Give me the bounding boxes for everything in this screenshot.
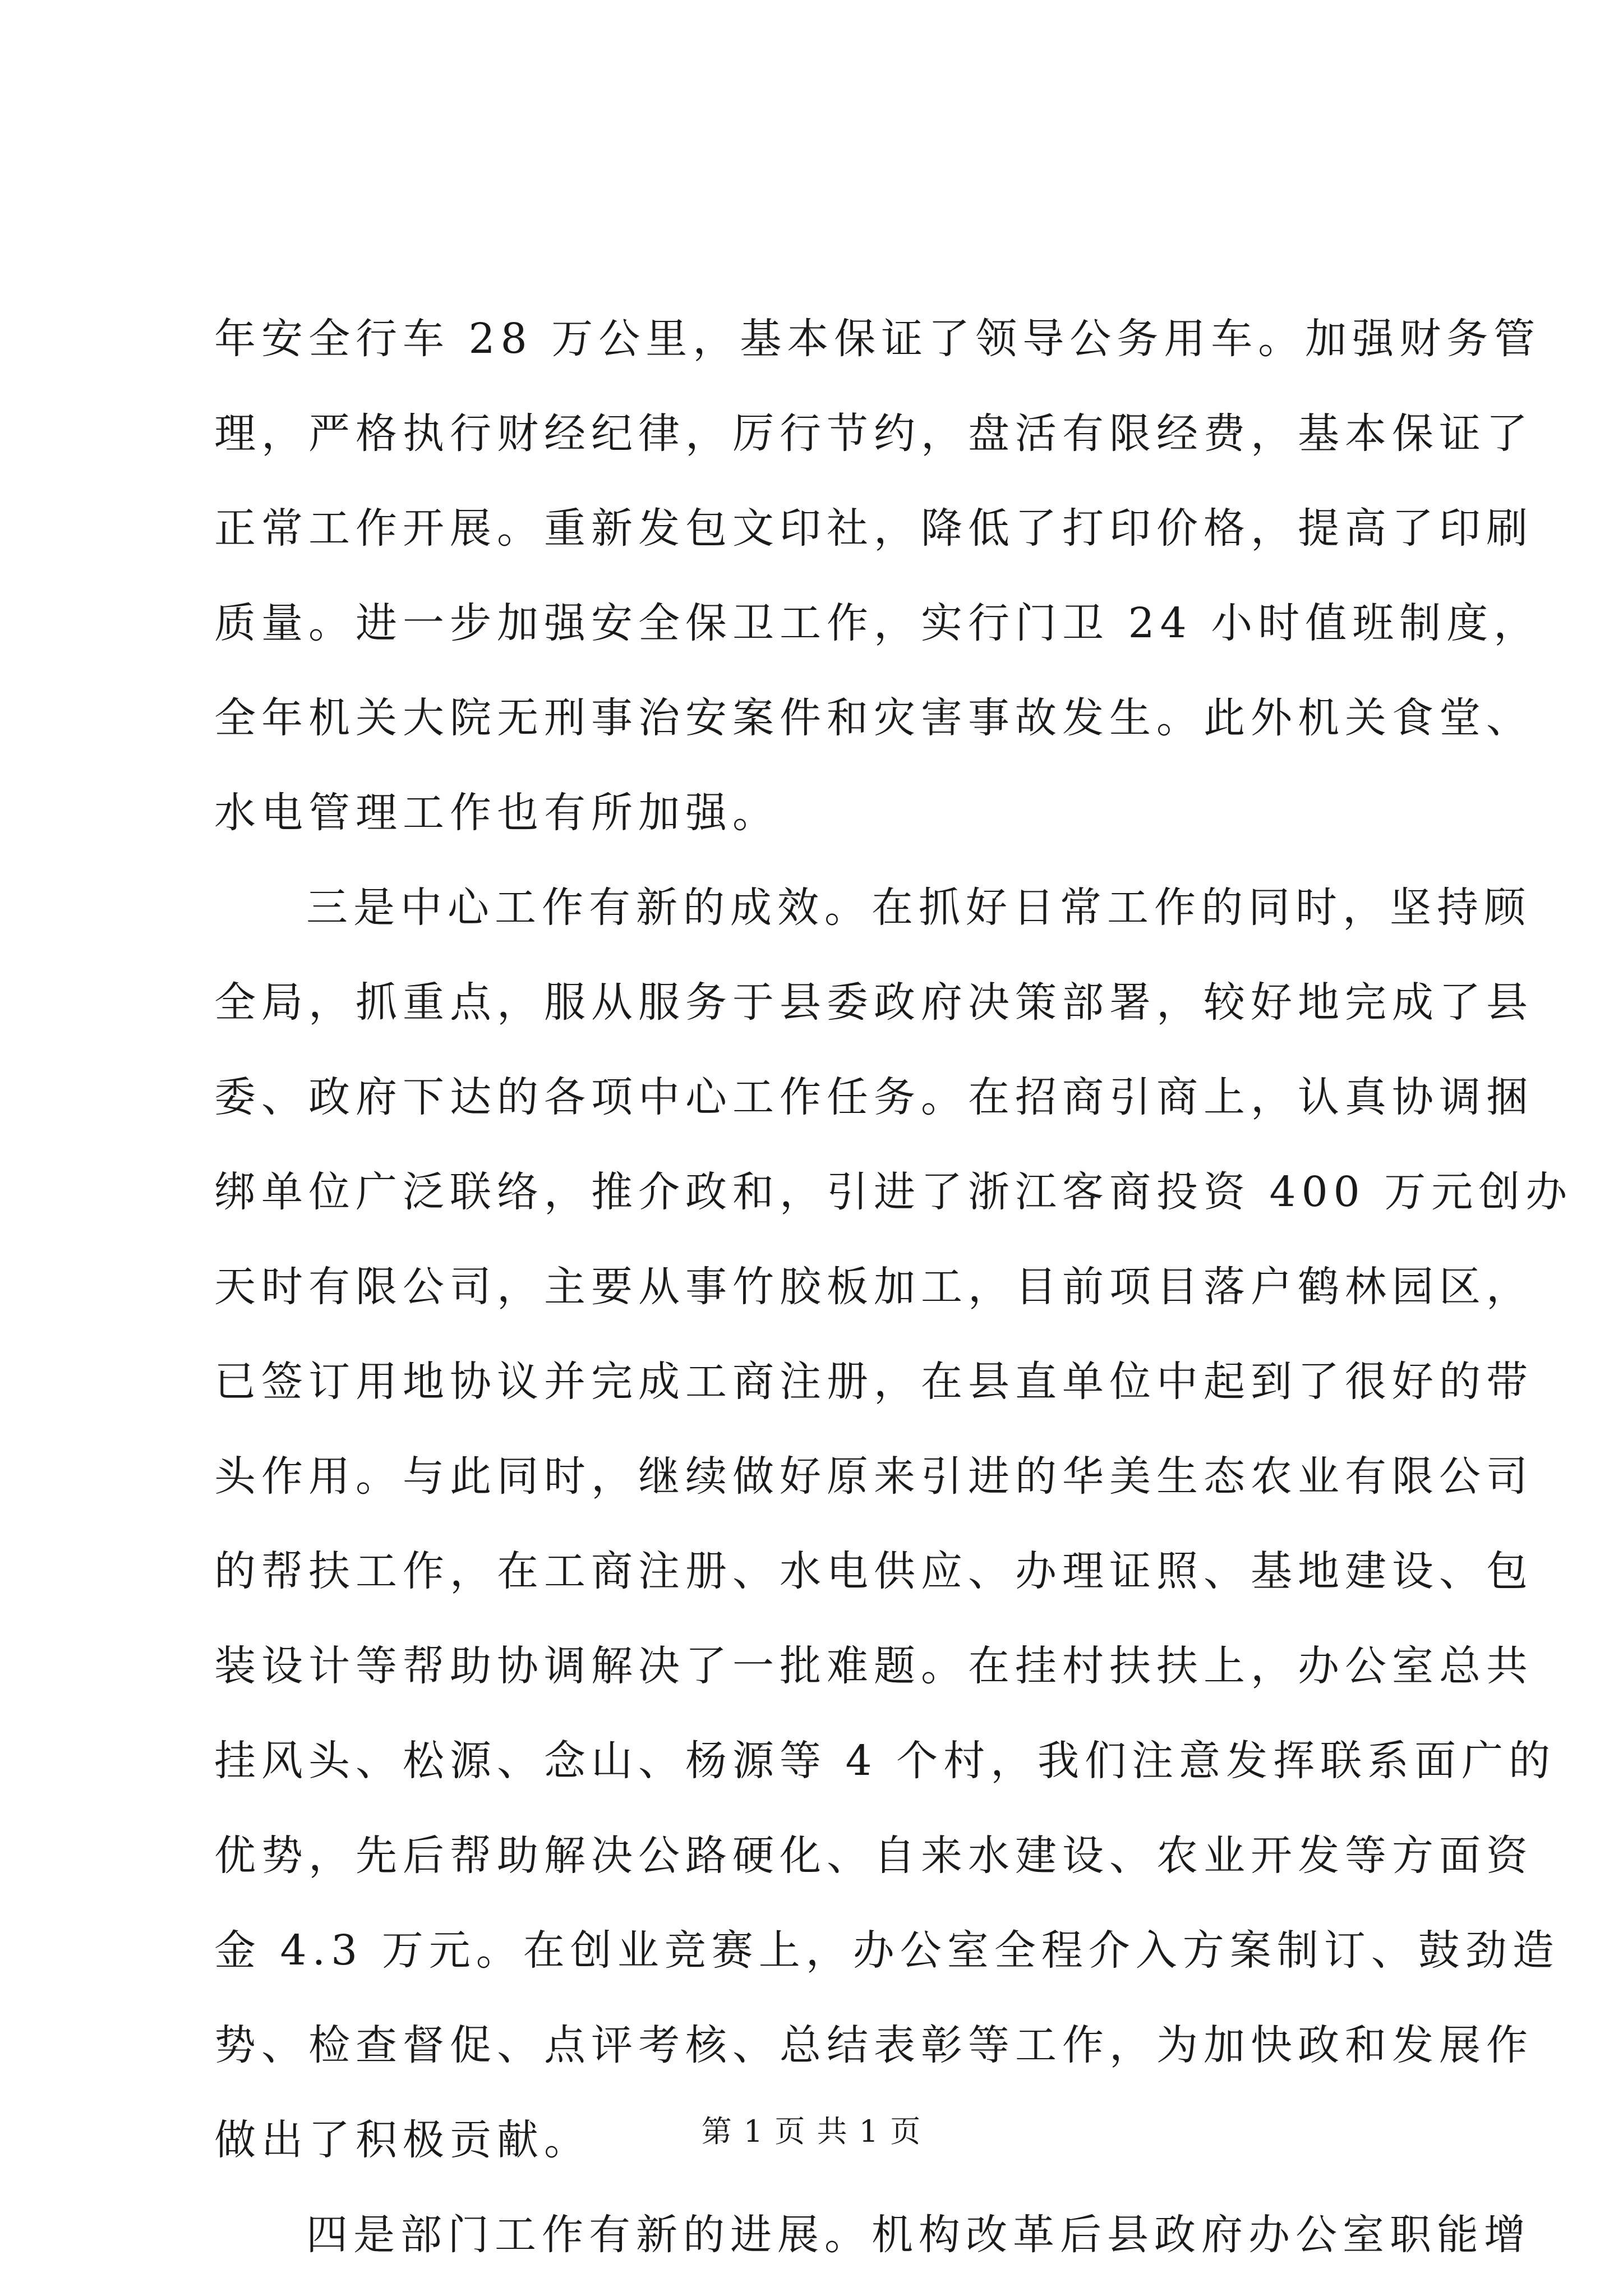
text-line: 金 4.3 万元。在创业竞赛上，办公室全程介入方案制订、鼓劲造 bbox=[214, 1926, 1560, 1975]
text-line: 做出了积极贡献。 bbox=[214, 2116, 591, 2164]
text-line: 质量。进一步加强安全保卫工作，实行门卫 24 小时值班制度， bbox=[214, 599, 1541, 647]
paragraph-start-line: 三是中心工作有新的成效。在抓好日常工作的同时，坚持顾 bbox=[306, 884, 1531, 932]
text-line: 挂风头、松源、念山、杨源等 4 个村，我们注意发挥联系面广的 bbox=[214, 1737, 1556, 1785]
text-line: 理，严格执行财经纪律，厉行节约，盘活有限经费，基本保证了 bbox=[214, 409, 1533, 458]
paragraph-start-line: 四是部门工作有新的进展。机构改革后县政府办公室职能增 bbox=[306, 2211, 1531, 2259]
text-line: 年安全行车 28 万公里，基本保证了领导公务用车。加强财务管 bbox=[214, 315, 1541, 363]
page-footer: 第 1 页 共 1 页 bbox=[701, 2114, 922, 2149]
text-line: 全局，抓重点，服从服务于县委政府决策部署，较好地完成了县 bbox=[214, 978, 1533, 1027]
text-line: 全年机关大院无刑事治安案件和灾害事故发生。此外机关食堂、 bbox=[214, 694, 1533, 742]
text-line: 委、政府下达的各项中心工作任务。在招商引商上，认真协调捆 bbox=[214, 1073, 1533, 1121]
text-line: 势、检查督促、点评考核、总结表彰等工作，为加快政和发展作 bbox=[214, 2021, 1533, 2069]
text-line: 绑单位广泛联络，推介政和，引进了浙江客商投资 400 万元创办 bbox=[214, 1168, 1573, 1216]
text-line: 水电管理工作也有所加强。 bbox=[214, 789, 780, 837]
text-line: 已签订用地协议并完成工商注册，在县直单位中起到了很好的带 bbox=[214, 1358, 1533, 1406]
body-text bbox=[214, 292, 1573, 2283]
text-line: 优势，先后帮助解决公路硬化、自来水建设、农业开发等方面资 bbox=[214, 1832, 1533, 1880]
text-line: 正常工作开展。重新发包文印社，降低了打印价格，提高了印刷 bbox=[214, 504, 1533, 553]
text-line: 头作用。与此同时，继续做好原来引进的华美生态农业有限公司 bbox=[214, 1452, 1533, 1501]
text-line: 的帮扶工作，在工商注册、水电供应、办理证照、基地建设、包 bbox=[214, 1547, 1533, 1595]
text-line: 天时有限公司，主要从事竹胶板加工，目前项目落户鹤林园区， bbox=[214, 1263, 1533, 1311]
text-line: 装设计等帮助协调解决了一批难题。在挂村扶扶上，办公室总共 bbox=[214, 1642, 1533, 1690]
